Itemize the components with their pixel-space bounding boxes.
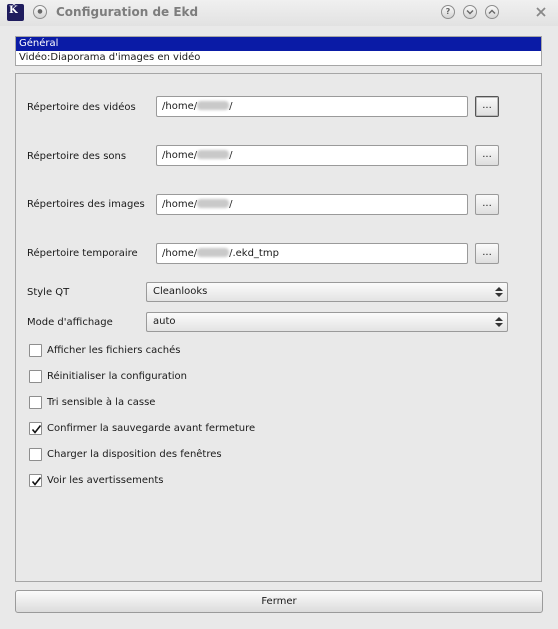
updown-arrows-icon — [495, 316, 503, 328]
reset-config-label[interactable]: Réinitialiser la configuration — [47, 371, 187, 382]
redacted-username — [197, 248, 229, 257]
temp-browse-button[interactable]: ... — [475, 243, 499, 264]
checkmark-icon — [30, 475, 43, 488]
sounds-dir-input[interactable] — [156, 145, 468, 166]
close-icon[interactable] — [533, 4, 549, 20]
videos-browse-button[interactable]: ... — [475, 96, 499, 117]
display-mode-label: Mode d'affichage — [27, 317, 113, 328]
temp-dir-input[interactable] — [156, 243, 468, 264]
path-suffix: / — [229, 199, 233, 210]
path-prefix: /home/ — [162, 101, 198, 112]
category-list[interactable] — [15, 36, 542, 66]
list-item-slideshow[interactable]: Vidéo:Diaporama d'images en vidéo — [19, 52, 201, 63]
case-sensitive-sort-checkbox[interactable] — [29, 396, 42, 409]
show-warnings-checkbox[interactable] — [29, 474, 42, 487]
show-warnings-label[interactable]: Voir les avertissements — [47, 475, 164, 486]
images-browse-button[interactable]: ... — [475, 194, 499, 215]
path-suffix: /.ekd_tmp — [229, 248, 279, 259]
list-item-general[interactable]: Général — [16, 37, 541, 51]
style-qt-select[interactable] — [146, 282, 508, 302]
maximize-icon[interactable] — [485, 5, 499, 19]
checkmark-icon — [30, 423, 43, 436]
window-title: Configuration de Ekd — [56, 5, 199, 19]
path-suffix: / — [229, 101, 233, 112]
title-bar[interactable] — [0, 0, 558, 26]
ekd-app-icon[interactable]: Ǩ — [7, 4, 24, 21]
minimize-icon[interactable] — [463, 5, 477, 19]
case-sensitive-sort-label[interactable]: Tri sensible à la casse — [47, 397, 156, 408]
load-window-layout-checkbox[interactable] — [29, 448, 42, 461]
reset-config-checkbox[interactable] — [29, 370, 42, 383]
confirm-save-checkbox[interactable] — [29, 422, 42, 435]
help-icon[interactable]: ? — [441, 5, 455, 19]
settings-panel — [15, 73, 542, 582]
path-prefix: /home/ — [162, 248, 198, 259]
style-qt-label: Style QT — [27, 287, 70, 298]
images-dir-label: Répertoires des images — [27, 199, 145, 210]
temp-dir-label: Répertoire temporaire — [27, 248, 138, 259]
window-menu-icon[interactable]: ● — [33, 5, 47, 19]
style-qt-value: Cleanlooks — [153, 286, 208, 297]
show-hidden-files-label[interactable]: Afficher les fichiers cachés — [47, 345, 181, 356]
redacted-username — [197, 150, 229, 159]
load-window-layout-label[interactable]: Charger la disposition des fenêtres — [47, 449, 222, 460]
sounds-browse-button[interactable]: ... — [475, 145, 499, 166]
path-prefix: /home/ — [162, 199, 198, 210]
show-hidden-files-checkbox[interactable] — [29, 344, 42, 357]
redacted-username — [197, 199, 229, 208]
videos-dir-input[interactable] — [156, 96, 468, 117]
display-mode-value: auto — [153, 316, 176, 327]
confirm-save-label[interactable]: Confirmer la sauvegarde avant fermeture — [47, 423, 256, 434]
sounds-dir-label: Répertoire des sons — [27, 151, 127, 162]
path-suffix: / — [229, 150, 233, 161]
updown-arrows-icon — [495, 286, 503, 298]
path-prefix: /home/ — [162, 150, 198, 161]
videos-dir-label: Répertoire des vidéos — [27, 102, 136, 113]
redacted-username — [197, 101, 229, 110]
images-dir-input[interactable] — [156, 194, 468, 215]
display-mode-select[interactable] — [146, 312, 508, 332]
close-button[interactable]: Fermer — [15, 590, 543, 613]
